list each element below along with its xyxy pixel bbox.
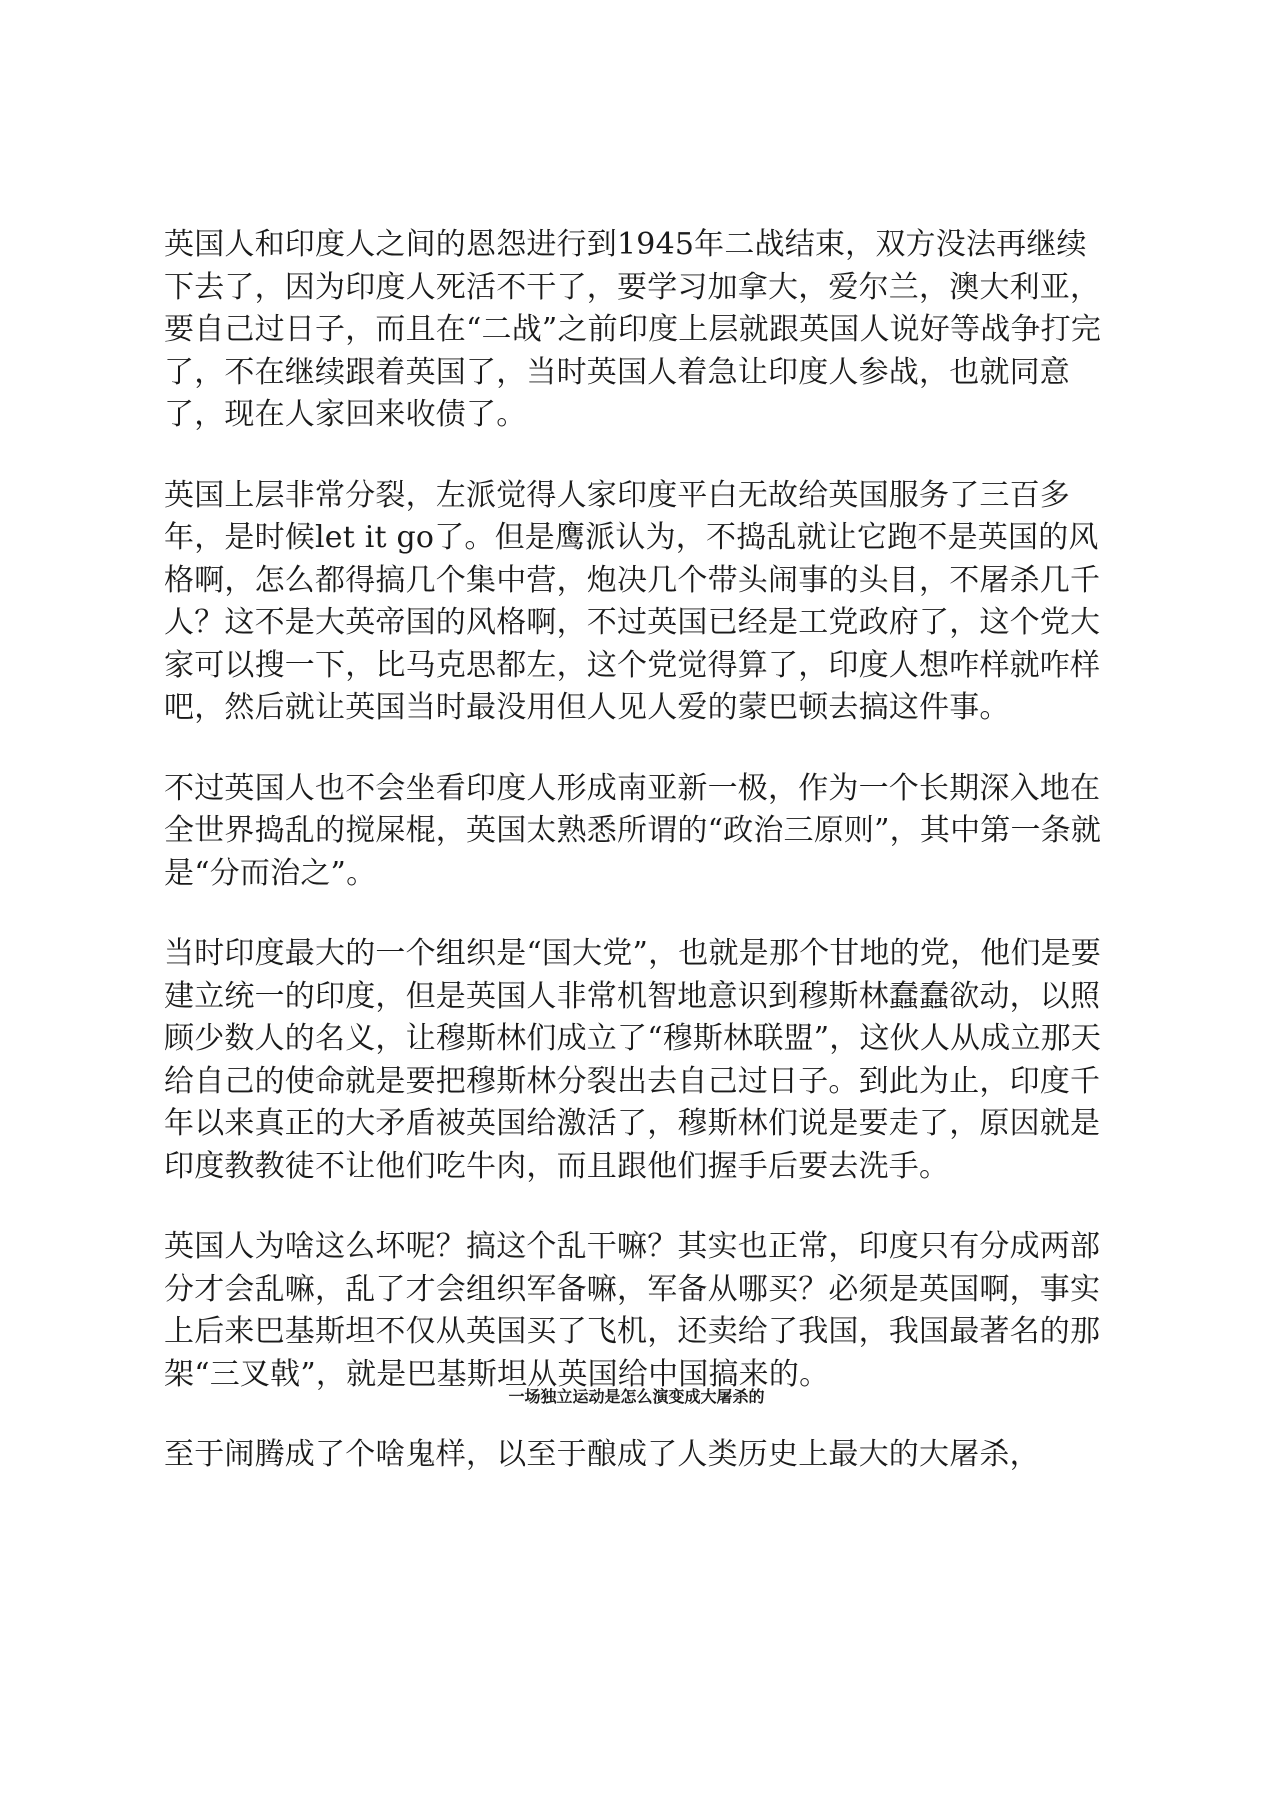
page-caption: 一场独立运动是怎么演变成大屠杀的 [508, 1387, 765, 1406]
paragraph-2: 英国上层非常分裂，左派觉得人家印度平白无故给英国服务了三百多年，是时候let it go了。但是鹰派认为，不捣乱就让它跑不是英国的风格啊，怎么都得搞几个集中营，炮决几个带头闹事的头目，不屠杀几千人？这不是大英帝国的风格啊，不过英国已经是工党政府了，这个党大家可以搜一下，比马克思都左，这个党觉得算了，印度人想咋样就咋样吧，然后就让英国当时最没用但人见人爱的蒙巴顿去搞这件事。 [164, 477, 1101, 725]
article-body [164, 224, 1114, 1515]
paragraph-1: 英国人和印度人之间的恩怨进行到1945年二战结束，双方没法再继续下去了，因为印度人死活不干了，要学习加拿大，爱尔兰，澳大利亚，要自己过日子，而且在“二战”之前印度上层就跟英国人说好等战争打完了，不在继续跟着英国了，当时英国人着急让印度人参战，也就同意了，现在人家回来收债了。 [164, 227, 1102, 432]
paragraph-5: 英国人为啥这么坏呢？搞这个乱干嘛？其实也正常，印度只有分成两部分才会乱嘛，乱了才会组织军备嘛，军备从哪买？必须是英国啊，事实上后来巴基斯坦不仅从英国买了飞机，还卖给了我国，我国最著名的那架“三叉戟”，就是巴基斯坦从英国给中国搞来的。 [164, 1229, 1101, 1392]
paragraph-3: 不过英国人也不会坐看印度人形成南亚新一极，作为一个长期深入地在全世界捣乱的搅屎棍，英国太熟悉所谓的“政治三原则”，其中第一条就是“分而治之”。 [164, 770, 1102, 891]
paragraph-6: 至于闹腾成了个啥鬼样，以至于酿成了人类历史上最大的大屠杀， [164, 1437, 1040, 1472]
paragraph-4: 当时印度最大的一个组织是“国大党”，也就是那个甘地的党，他们是要建立统一的印度，但是英国人非常机智地意识到穆斯林蠢蠢欲动，以照顾少数人的名义，让穆斯林们成立了“穆斯林联盟”，这伙人从成立那天给自己的使命就是要把穆斯林分裂出去自己过日子。到此为止，印度千年以来真正的大矛盾被英国给激活了，穆斯林们说是要走了，原因就是印度教教徒不让他们吃牛肉，而且跟他们握手后要去洗手。 [164, 936, 1102, 1184]
